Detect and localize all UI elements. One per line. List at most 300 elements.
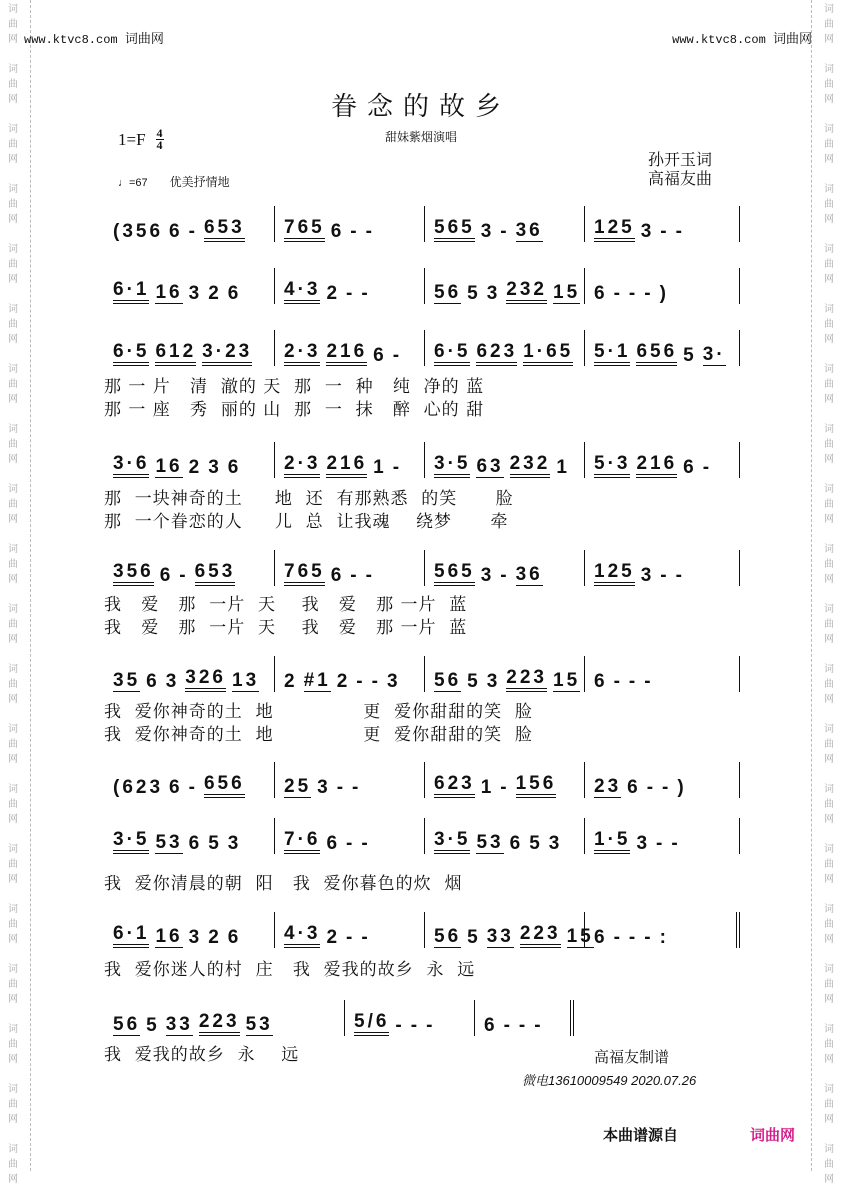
singer-credit: 甜妹紫烟演唱	[384, 130, 457, 144]
note	[395, 1016, 404, 1036]
note	[523, 342, 573, 366]
site-url: www.ktvc8.com	[672, 33, 766, 47]
note	[500, 566, 509, 586]
note-group: 216	[326, 342, 367, 366]
note-group: 3·5	[434, 830, 470, 854]
watermark-glyph: 词 曲 网	[8, 784, 18, 825]
site-name: 词曲网	[772, 32, 812, 47]
watermark-left-strip	[0, 0, 31, 1185]
note-group: -	[365, 565, 375, 586]
note-group: 565	[434, 562, 475, 586]
note	[356, 672, 365, 692]
note	[504, 1016, 513, 1036]
watermark-glyph: 词 曲 网	[8, 304, 18, 345]
source-brand-link[interactable]: 词曲网	[750, 1127, 796, 1144]
arranger-credit: 高福友制谱	[594, 1048, 670, 1066]
note	[373, 346, 387, 366]
note	[434, 342, 470, 366]
note-group: -	[346, 283, 356, 304]
measure	[274, 656, 424, 692]
note	[228, 284, 242, 304]
note	[326, 342, 367, 366]
watermark-glyph: 词 曲 网	[8, 904, 18, 945]
note-group: 6	[594, 927, 608, 948]
measure	[424, 550, 584, 586]
note-group: -	[518, 1015, 529, 1036]
score-row	[104, 912, 740, 948]
note	[113, 342, 149, 366]
note-group: -	[644, 927, 654, 948]
note-group: 156	[516, 774, 557, 798]
score-row	[104, 206, 740, 242]
note	[644, 672, 653, 692]
measure	[584, 550, 740, 586]
note-group: 2·3	[284, 342, 320, 366]
note-group: 653	[195, 562, 236, 586]
song-title: 眷念的故乡	[330, 92, 511, 122]
note	[594, 672, 608, 692]
measure	[584, 762, 740, 798]
note-group: 36	[515, 220, 543, 241]
watermark-glyph: 词 曲 网	[824, 184, 834, 225]
composer-credit: 高福友曲	[648, 169, 713, 188]
note	[284, 342, 320, 366]
note	[426, 1016, 435, 1036]
note-group: 5	[146, 1015, 160, 1036]
tempo-value: ♩=67	[118, 177, 148, 189]
note	[434, 454, 470, 478]
note-group: 6	[627, 777, 641, 798]
note-group: 5	[208, 833, 222, 854]
note-group: 2	[208, 927, 222, 948]
note	[510, 834, 524, 854]
note	[529, 834, 543, 854]
note-group: 5	[683, 345, 697, 366]
note	[228, 458, 242, 478]
note-group: (356	[113, 221, 164, 242]
watermark-glyph: 词 曲 网	[8, 364, 18, 405]
site-watermark-left	[24, 28, 164, 47]
note-group: 3	[640, 565, 655, 586]
measure	[104, 762, 274, 798]
note	[179, 566, 188, 586]
note	[113, 280, 149, 304]
note	[284, 830, 320, 854]
note	[594, 342, 630, 366]
source-label: 本曲谱源自	[603, 1127, 679, 1144]
mood-marking: 优美抒情地	[169, 175, 230, 189]
measure	[274, 762, 424, 798]
note-group: -	[395, 1015, 405, 1036]
note-group: 6·1	[113, 924, 149, 948]
watermark-glyph: 词 曲 网	[8, 1024, 18, 1065]
note-group: -	[346, 927, 356, 948]
note	[284, 777, 311, 798]
lyrics-line: 我 爱你神奇的土 地 更 爱你甜甜的笑 脸	[104, 725, 533, 745]
measure	[584, 912, 740, 948]
note-group: 5	[467, 927, 481, 948]
note	[393, 458, 402, 478]
note-group: 6	[326, 833, 341, 854]
note	[346, 284, 355, 304]
note-group: -	[660, 221, 670, 242]
note	[434, 218, 475, 242]
note	[169, 222, 183, 242]
measure	[424, 656, 584, 692]
score-row	[104, 550, 740, 586]
note	[636, 454, 677, 478]
note	[411, 1016, 420, 1036]
tempo-marking	[118, 173, 230, 190]
note-group: 33	[165, 1014, 193, 1035]
measure	[424, 818, 584, 854]
note	[481, 566, 495, 586]
note	[629, 928, 638, 948]
note	[113, 454, 149, 478]
note	[185, 668, 226, 692]
note	[208, 284, 222, 304]
note-group: 6	[484, 1015, 498, 1036]
lyrics-line: 我 爱你神奇的土 地 更 爱你甜甜的笑 脸	[104, 702, 533, 722]
note-group: 6	[683, 457, 697, 478]
key-label: 1=F	[118, 129, 146, 149]
watermark-glyph: 词 曲 网	[8, 1084, 18, 1125]
note	[677, 778, 686, 798]
note	[614, 284, 623, 304]
measure	[274, 442, 424, 478]
note	[641, 566, 655, 586]
note	[354, 1012, 389, 1036]
note	[304, 671, 331, 692]
watermark-right-strip	[811, 0, 842, 1185]
note	[326, 454, 367, 478]
note-group: 56	[113, 1014, 141, 1035]
score-row	[104, 330, 740, 366]
note-group: 53	[245, 1014, 273, 1035]
measure	[104, 656, 274, 692]
note-group: -	[392, 345, 403, 366]
note-group: -	[646, 777, 657, 798]
note	[629, 672, 638, 692]
note	[160, 566, 174, 586]
measure	[584, 818, 740, 854]
note-group: 15	[566, 926, 594, 947]
watermark-glyph: 词 曲 网	[8, 484, 18, 525]
note-group: 6	[159, 565, 174, 586]
note-group: 3	[208, 457, 222, 478]
note-group: 3·5	[434, 454, 470, 478]
note	[346, 928, 355, 948]
watermark-glyph: 词 曲 网	[824, 544, 834, 585]
note	[594, 454, 630, 478]
note-group: 1	[480, 777, 495, 798]
note	[476, 457, 503, 478]
note-group: 56	[434, 670, 462, 691]
lyrics-line: 我 爱你迷人的村 庄 我 爱我的故乡 永 远	[104, 960, 476, 980]
note	[350, 222, 359, 242]
note	[155, 342, 196, 366]
note-group: 36	[515, 564, 543, 585]
note	[113, 562, 154, 586]
note	[506, 668, 547, 692]
watermark-glyph: 词 曲 网	[8, 964, 18, 1005]
note	[516, 221, 543, 242]
note	[434, 671, 461, 692]
note-group: 6	[330, 565, 345, 586]
note	[146, 1016, 160, 1036]
lyrics-line: 我 爱你清晨的朝 阳 我 爱你暮色的炊 烟	[104, 874, 463, 894]
watermark-glyph: 词 曲 网	[8, 424, 18, 465]
measure	[584, 330, 740, 366]
measure	[424, 330, 584, 366]
note	[627, 778, 641, 798]
note	[366, 222, 375, 242]
note	[113, 830, 149, 854]
note	[331, 566, 345, 586]
note	[683, 346, 697, 366]
note	[146, 672, 160, 692]
note	[208, 834, 222, 854]
note-group: -	[628, 671, 639, 692]
note	[641, 222, 655, 242]
lyrics-line: 我 爱我的故乡 永 远	[104, 1045, 300, 1065]
note-group: -	[365, 221, 375, 242]
note	[519, 1016, 528, 1036]
note	[594, 928, 608, 948]
score-row	[104, 442, 740, 478]
watermark-glyph: 词 曲 网	[8, 244, 18, 285]
note-group: 623	[476, 342, 517, 366]
note-group: 6·5	[434, 342, 470, 366]
lyrics-line: 那 一个眷恋的人 儿 总 让我魂 绕梦 牵	[104, 512, 509, 532]
note	[189, 222, 198, 242]
note	[660, 284, 669, 304]
note-group: -	[644, 283, 654, 304]
watermark-glyph: 词 曲 网	[824, 604, 834, 645]
note	[169, 778, 183, 798]
note	[202, 342, 252, 366]
note	[113, 671, 140, 692]
note	[500, 778, 509, 798]
note-group: 3	[188, 283, 203, 304]
note-group: 653	[204, 218, 245, 242]
note	[352, 778, 361, 798]
note	[317, 778, 331, 798]
note-group: 3	[480, 221, 495, 242]
measure	[584, 442, 740, 478]
note-group: 23	[594, 776, 622, 797]
note	[644, 928, 653, 948]
note-group: -	[350, 565, 360, 586]
note-group: -	[361, 283, 371, 304]
watermark-glyph: 词 曲 网	[824, 124, 834, 165]
note-group: 1·5	[594, 830, 630, 854]
note	[387, 672, 401, 692]
note	[326, 928, 340, 948]
credits	[648, 150, 712, 188]
note-group: -	[179, 565, 189, 586]
note-group: 3	[640, 221, 655, 242]
note	[189, 778, 198, 798]
note	[703, 458, 712, 478]
note	[155, 833, 182, 854]
note-group: 33	[486, 926, 514, 947]
note	[337, 672, 351, 692]
site-watermark-right	[672, 28, 812, 47]
note	[662, 778, 671, 798]
note	[366, 566, 375, 586]
note-group: 5	[467, 671, 481, 692]
note	[703, 345, 726, 366]
note-group: 6	[594, 283, 608, 304]
contact-info: 微电13610009549 2020.07.26	[522, 1073, 697, 1088]
note-group: -	[371, 671, 381, 692]
note-group: 15	[553, 670, 581, 691]
note-group: )	[659, 283, 669, 304]
note-group: 232	[510, 454, 551, 478]
site-url: www.ktvc8.com	[24, 33, 118, 47]
watermark-glyph: 词 曲 网	[8, 1144, 18, 1185]
note	[337, 778, 346, 798]
note-group: 2	[188, 457, 203, 478]
note-group: 3·5	[113, 830, 149, 854]
note-group: 3	[548, 833, 563, 854]
note-group: -	[350, 221, 360, 242]
note-group: 7·6	[284, 830, 320, 854]
note-group: -	[500, 777, 510, 798]
note-group: 6	[188, 833, 203, 854]
lyrics-line: 那 一 座 秀 丽的 山 那 一 抹 醉 心的 甜	[104, 400, 485, 420]
watermark-glyph: 词 曲 网	[8, 724, 18, 765]
note-group: 216	[326, 454, 367, 478]
note	[487, 672, 501, 692]
note-group: 2	[326, 927, 341, 948]
watermark-glyph: 词 曲 网	[824, 364, 834, 405]
note	[284, 280, 320, 304]
note	[189, 458, 203, 478]
note	[510, 454, 551, 478]
note-group: 3	[317, 777, 331, 798]
note-group: 2	[208, 283, 222, 304]
note-group: 5	[467, 283, 481, 304]
watermark-glyph: 词 曲 网	[8, 844, 18, 885]
score-row	[104, 762, 740, 798]
note	[520, 924, 561, 948]
note-group: -	[675, 221, 685, 242]
note	[516, 565, 543, 586]
note	[393, 346, 402, 366]
note-group: 3·6	[113, 454, 149, 478]
note-group: 25	[284, 776, 312, 797]
note-group: #1	[303, 670, 331, 691]
note-group: 5·1	[594, 342, 630, 366]
note	[361, 284, 370, 304]
note	[113, 778, 163, 798]
note-group: 6	[227, 283, 242, 304]
note-group: 13	[232, 670, 260, 691]
note-group: -	[346, 833, 356, 854]
note-group: 6	[169, 221, 183, 242]
note	[594, 830, 630, 854]
note-group: 3·23	[202, 342, 252, 366]
note-group: 765	[284, 218, 325, 242]
watermark-glyph: 词 曲 网	[824, 484, 834, 525]
measure	[104, 818, 274, 854]
note	[487, 927, 514, 948]
note	[656, 834, 665, 854]
note-group: 623	[434, 774, 475, 798]
note-group: -	[352, 777, 362, 798]
note	[594, 562, 635, 586]
note	[636, 342, 677, 366]
note-group: -	[613, 283, 623, 304]
watermark-glyph: 词 曲 网	[824, 784, 834, 825]
note	[232, 671, 259, 692]
watermark-glyph: 词 曲 网	[8, 4, 18, 45]
note	[195, 562, 236, 586]
note-group: 3	[486, 671, 501, 692]
note-group: )	[677, 777, 687, 798]
note-group: 6·1	[113, 280, 149, 304]
note	[284, 672, 298, 692]
note-group: 2	[326, 283, 341, 304]
note-group: -	[644, 671, 654, 692]
site-name: 词曲网	[124, 32, 164, 47]
note-group: 2	[284, 671, 298, 692]
note	[647, 778, 656, 798]
note	[671, 834, 680, 854]
watermark-glyph: 词 曲 网	[8, 544, 18, 585]
note-group: -	[671, 833, 681, 854]
note-group: 765	[284, 562, 325, 586]
score-row	[104, 656, 740, 692]
note-group: 612	[155, 342, 196, 366]
note-group: 6	[594, 671, 608, 692]
note-group: 3	[386, 671, 401, 692]
note-group: 223	[199, 1012, 240, 1036]
note-group: -	[628, 283, 639, 304]
note	[614, 672, 623, 692]
note	[199, 1012, 240, 1036]
note-group: 4·3	[284, 924, 320, 948]
watermark-glyph: 词 曲 网	[824, 244, 834, 285]
note-group: 6	[330, 221, 345, 242]
note-group: 6	[373, 345, 387, 366]
note	[481, 778, 495, 798]
watermark-glyph: 词 曲 网	[824, 1024, 834, 1065]
note	[553, 283, 580, 304]
note	[434, 283, 461, 304]
note-group: 216	[636, 454, 677, 478]
watermark-glyph: 词 曲 网	[8, 604, 18, 645]
note-group: 3	[480, 565, 495, 586]
measure	[584, 656, 740, 692]
note-group: 5·3	[594, 454, 630, 478]
note-group: -	[426, 1015, 436, 1036]
lyrics-line: 我 爱 那 一片 天 我 爱 那 一片 蓝	[104, 595, 468, 615]
measure	[424, 442, 584, 478]
note	[476, 342, 517, 366]
note	[155, 927, 182, 948]
note	[326, 284, 340, 304]
note-group: -	[613, 927, 623, 948]
note	[434, 830, 470, 854]
note-group: 326	[185, 668, 226, 692]
note	[155, 457, 182, 478]
measure	[274, 330, 424, 366]
note-group: 4·3	[284, 280, 320, 304]
note-group: 5	[529, 833, 543, 854]
